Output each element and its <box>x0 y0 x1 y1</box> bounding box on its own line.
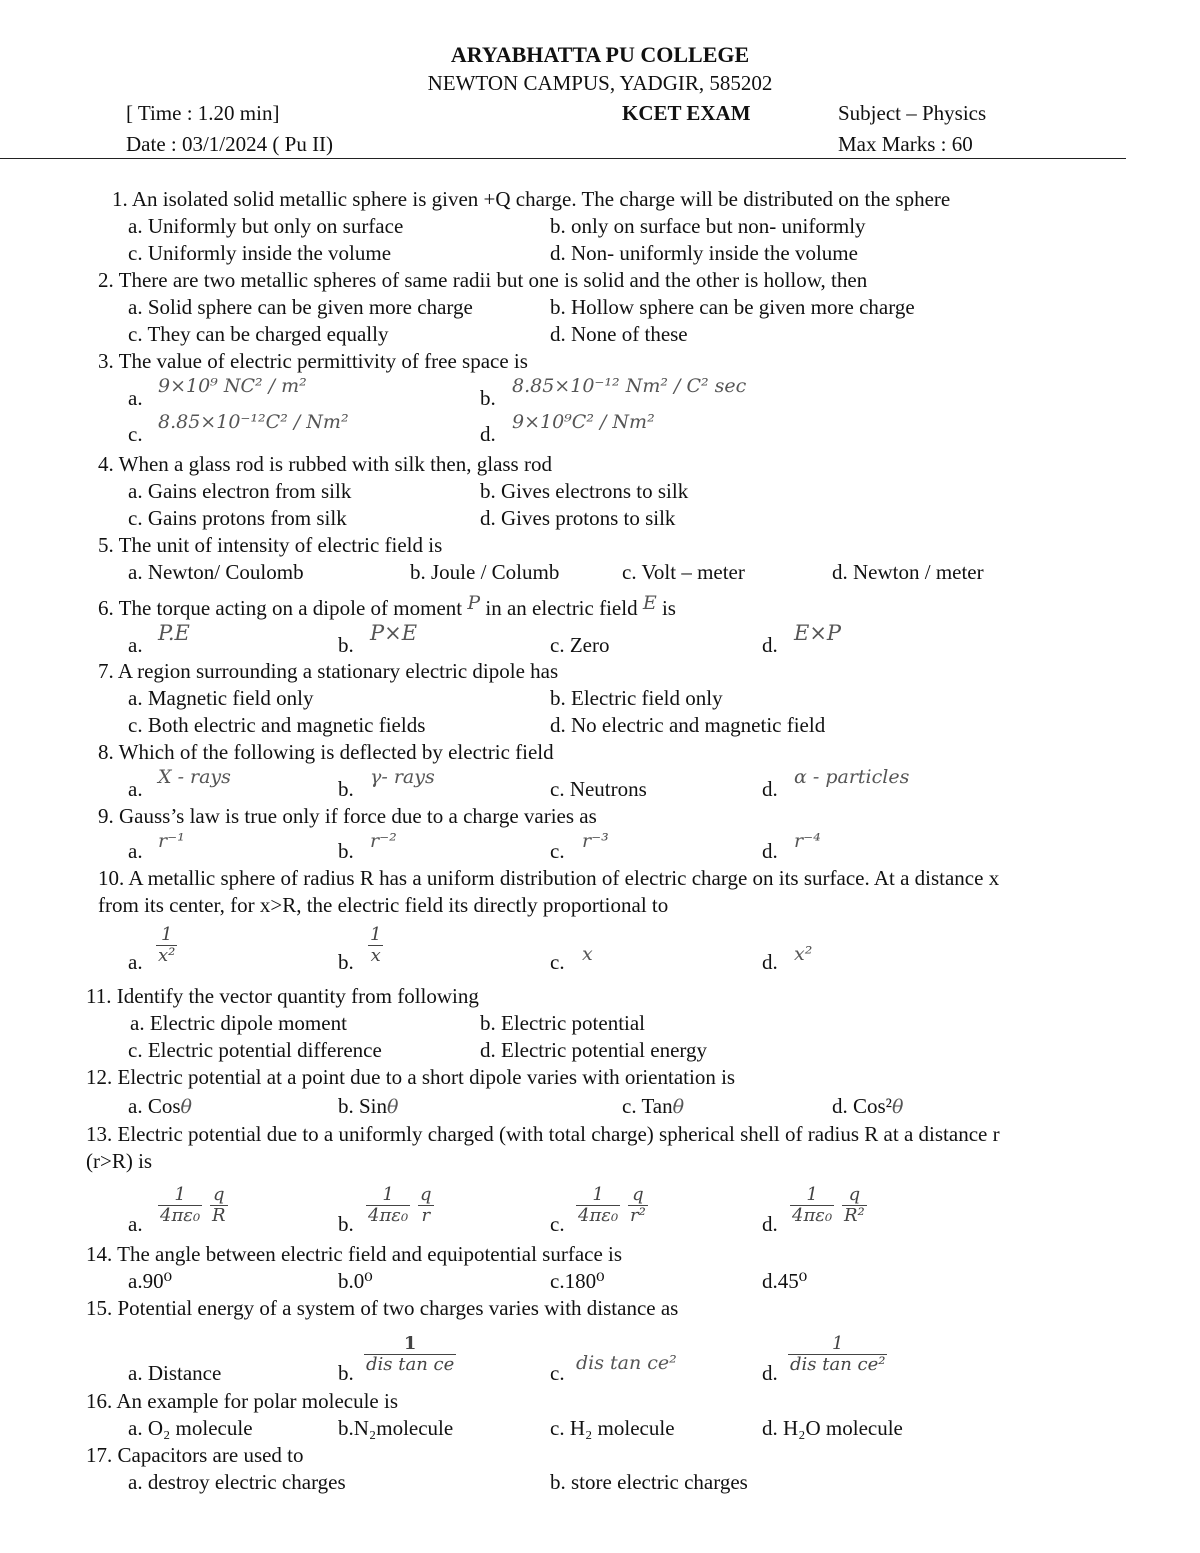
option-a: a. O₂ molecule <box>128 1416 253 1440</box>
question-16 <box>0 1388 1200 1442</box>
option-a-label: a. <box>128 386 143 410</box>
option-d-label: d. <box>762 633 778 657</box>
fraction-numerator: 1 <box>158 1185 202 1206</box>
option-c-label: c. <box>550 950 565 974</box>
question-text: 3. The value of electric permittivity of free space is <box>98 349 528 373</box>
theta-symbol: θ <box>387 1096 399 1118</box>
option-a-formula: r⁻¹ <box>158 830 185 852</box>
option-d-formula: 9×10⁹C² / Nm² <box>512 411 655 433</box>
question-13 <box>0 1121 1200 1241</box>
option-d-label: d. <box>480 422 496 446</box>
exam-date: Date : 03/1/2024 ( Pu II) <box>126 132 334 156</box>
option-a-formula: 9×10⁹ NC² / m² <box>158 375 307 397</box>
option-a: a. Electric dipole moment <box>130 1011 347 1035</box>
question-7 <box>0 658 1200 739</box>
field-symbol: E <box>642 592 657 614</box>
option-c-label: c. <box>550 839 565 863</box>
option-c: c. Zero <box>550 633 610 657</box>
fraction-numerator: 1 <box>788 1334 887 1355</box>
option-d: d. H₂O molecule <box>762 1416 903 1440</box>
college-name: ARYABHATTA PU COLLEGE <box>450 42 750 67</box>
question-text: 4. When a glass rod is rubbed with silk then, glass rod <box>98 452 552 476</box>
question-text-part: in an electric field <box>485 596 638 620</box>
fraction-denominator: R <box>212 1205 226 1226</box>
fraction-numerator: 1 <box>156 925 177 946</box>
option-d-formula: r⁻⁴ <box>794 830 821 852</box>
exam-subject: Subject – Physics <box>838 101 987 125</box>
question-list <box>0 186 1200 1496</box>
question-14 <box>0 1241 1200 1295</box>
option-d-label: d. <box>762 950 778 974</box>
option-b: b. Joule / Columb <box>410 560 560 584</box>
option-b-label: b. <box>480 386 496 410</box>
fraction-numerator: 1 <box>790 1185 834 1206</box>
option-b: b. Hollow sphere can be given more charge <box>550 295 915 319</box>
question-text: 17. Capacitors are used to <box>86 1443 304 1467</box>
fraction-numerator: q <box>628 1185 648 1206</box>
option-c-formula: dis tan ce² <box>576 1352 677 1374</box>
question-6 <box>0 586 1200 658</box>
question-1 <box>0 186 1200 267</box>
option-a-fraction-left <box>158 1185 202 1226</box>
fraction-numerator: q <box>420 1184 432 1205</box>
option-a: a. Newton/ Coulomb <box>128 560 304 584</box>
fraction-denominator: 4πε₀ <box>368 1205 409 1226</box>
question-text: 8. Which of the following is deflected by electric field <box>98 740 554 764</box>
question-10 <box>0 865 1200 983</box>
option-c: c. Electric potential difference <box>128 1038 382 1062</box>
question-2 <box>0 267 1200 348</box>
question-text: 15. Potential energy of a system of two charges varies with distance as <box>86 1296 679 1320</box>
option-c <box>622 1093 684 1121</box>
question-text-continued: from its center, for x>R, the electric field its directly proportional to <box>98 893 669 917</box>
campus-address: NEWTON CAMPUS, YADGIR, 585202 <box>427 71 773 95</box>
option-b-label: b. <box>338 1212 354 1236</box>
option-a: a. Magnetic field only <box>128 686 314 710</box>
option-b-fraction <box>364 1334 456 1375</box>
option-b-label: b. <box>338 633 354 657</box>
option-d: d. None of these <box>550 322 688 346</box>
option-d-fraction-left <box>790 1185 834 1226</box>
option-d: d.45⁰ <box>762 1269 808 1293</box>
option-a-text: a. Cos <box>128 1094 181 1118</box>
option-a-formula: P.E <box>158 621 190 645</box>
fraction-denominator: 4πε₀ <box>578 1205 619 1226</box>
option-c: c. Gains protons from silk <box>128 506 347 530</box>
option-b: b. Electric potential <box>480 1011 646 1035</box>
option-d-label: d. <box>762 1361 778 1385</box>
fraction-denominator: 4πε₀ <box>160 1205 201 1226</box>
question-17 <box>0 1442 1200 1496</box>
theta-symbol: θ <box>180 1096 192 1118</box>
question-text: 5. The unit of intensity of electric field is <box>98 533 443 557</box>
question-text: 13. Electric potential due to a uniformly charged (with total charge) spherical shell of radius R at a distance r <box>86 1122 1000 1146</box>
option-d-fraction-right <box>842 1185 867 1226</box>
max-marks: Max Marks : 60 <box>838 132 973 156</box>
question-text-part: 6. The torque acting on a dipole of moment <box>98 596 463 620</box>
option-b-label: b. <box>338 950 354 974</box>
question-text: 16. An example for polar molecule is <box>86 1389 398 1413</box>
option-a-fraction <box>156 925 177 966</box>
option-c-formula: x <box>582 943 593 965</box>
question-text-part: is <box>661 596 676 620</box>
option-d-label: d. <box>762 777 778 801</box>
option-c-formula: 8.85×10⁻¹²C² / Nm² <box>158 411 349 433</box>
option-c-label: c. <box>128 422 143 446</box>
option-d-label: d. <box>762 839 778 863</box>
question-text: 14. The angle between electric field and equipotential surface is <box>86 1242 623 1266</box>
question-text: 2. There are two metallic spheres of same radii but one is solid and the other is hollow, then <box>98 268 868 292</box>
question-11 <box>0 983 1200 1064</box>
option-b-text: b. Sin <box>338 1094 388 1118</box>
header-divider <box>0 158 1126 159</box>
option-c: c. Neutrons <box>550 777 647 801</box>
option-d-formula: E×P <box>794 621 842 645</box>
option-a-label: a. <box>128 633 143 657</box>
fraction-denominator: dis tan ce² <box>790 1354 886 1375</box>
question-3 <box>0 348 1200 451</box>
option-d-formula: α - particles <box>794 766 910 788</box>
exam-title: KCET EXAM <box>622 101 751 125</box>
option-c-fraction-right <box>628 1185 648 1226</box>
option-b-label: b. <box>338 839 354 863</box>
option-d-text: d. Cos² <box>832 1094 892 1118</box>
option-b-fraction-left <box>366 1185 410 1226</box>
option-a: a. Distance <box>128 1361 222 1385</box>
fraction-denominator: x² <box>158 945 176 966</box>
question-9 <box>0 803 1200 865</box>
question-4 <box>0 451 1200 532</box>
option-a-label: a. <box>128 777 143 801</box>
option-b-fraction <box>368 925 383 966</box>
fraction-numerator: q <box>210 1185 228 1206</box>
option-b-formula: r⁻² <box>370 830 397 852</box>
option-c-label: c. <box>550 1212 565 1236</box>
theta-symbol: θ <box>672 1096 685 1118</box>
fraction-numerator: 1 <box>370 924 382 945</box>
question-text: 7. A region surrounding a stationary electric dipole has <box>98 659 559 683</box>
option-a: a. Gains electron from silk <box>128 479 352 503</box>
option-b: b. only on surface but non- uniformly <box>550 214 866 238</box>
question-8 <box>0 739 1200 803</box>
question-15 <box>0 1295 1200 1388</box>
option-d <box>832 1093 903 1121</box>
fraction-numerator: 1 <box>366 1185 410 1206</box>
option-a: a. Solid sphere can be given more charge <box>128 295 473 319</box>
fraction-denominator: r² <box>630 1205 646 1226</box>
option-b <box>338 1093 398 1121</box>
question-text: 10. A metallic sphere of radius R has a uniform distribution of electric charge on its surface. At a distance x <box>98 866 1000 890</box>
option-c: c. Uniformly inside the volume <box>128 241 392 265</box>
option-b: b.N₂molecule <box>338 1416 454 1440</box>
question-text: 9. Gauss’s law is true only if force due to a charge varies as <box>98 804 597 828</box>
option-c: c. Both electric and magnetic fields <box>128 713 426 737</box>
option-d: d. Non- uniformly inside the volume <box>550 241 858 265</box>
option-d-label: d. <box>762 1212 778 1236</box>
option-b-label: b. <box>338 777 354 801</box>
option-d: d. Newton / meter <box>832 560 984 584</box>
option-a: a. destroy electric charges <box>128 1470 346 1494</box>
option-b: b. Gives electrons to silk <box>480 479 689 503</box>
option-d: d. Electric potential energy <box>480 1038 708 1062</box>
option-d-formula: x² <box>794 943 813 965</box>
option-c: c.180⁰ <box>550 1269 605 1293</box>
question-text: 12. Electric potential at a point due to a short dipole varies with orientation is <box>86 1065 736 1089</box>
exam-header <box>0 40 1200 96</box>
question-text-continued: (r>R) is <box>86 1149 153 1173</box>
option-a: a. Uniformly but only on surface <box>128 214 404 238</box>
option-b-fraction-right <box>418 1185 434 1226</box>
option-c-formula: r⁻³ <box>582 830 609 852</box>
option-b: b. Electric field only <box>550 686 723 710</box>
fraction-numerator: 1 <box>364 1334 456 1355</box>
question-text: 1. An isolated solid metallic sphere is given +Q charge. The charge will be distributed on the sphere <box>112 187 951 211</box>
option-c-fraction-left <box>576 1185 620 1226</box>
fraction-denominator: r <box>421 1205 431 1226</box>
option-d: d. Gives protons to silk <box>480 506 676 530</box>
question-5 <box>0 532 1200 586</box>
option-c-label: c. <box>550 1361 565 1385</box>
option-c: c. Volt – meter <box>622 560 745 584</box>
option-b-formula: γ- rays <box>370 766 435 788</box>
option-c: c. They can be charged equally <box>128 322 389 346</box>
option-a: a.90⁰ <box>128 1269 172 1293</box>
option-a-label: a. <box>128 1212 143 1236</box>
exam-time: [ Time : 1.20 min] <box>126 101 280 125</box>
question-12 <box>0 1064 1200 1121</box>
option-a-label: a. <box>128 839 143 863</box>
option-d-fraction <box>788 1334 887 1375</box>
fraction-denominator: 4πε₀ <box>792 1205 833 1226</box>
fraction-denominator: dis tan ce <box>366 1354 455 1375</box>
option-b: b.0⁰ <box>338 1269 373 1293</box>
theta-symbol: θ <box>891 1096 904 1118</box>
fraction-denominator: R² <box>844 1205 865 1226</box>
fraction-numerator: 1 <box>576 1185 620 1206</box>
dipole-symbol: P <box>467 592 481 614</box>
option-a-fraction-right <box>210 1185 228 1226</box>
option-b-formula: P×E <box>370 621 418 645</box>
fraction-denominator: x <box>370 945 381 966</box>
fraction-numerator: q <box>842 1185 867 1206</box>
question-text: 11. Identify the vector quantity from following <box>86 984 479 1008</box>
option-a-label: a. <box>128 950 143 974</box>
option-a-formula: X - rays <box>158 766 231 788</box>
option-a <box>128 1093 192 1121</box>
option-b-formula: 8.85×10⁻¹² Nm² / C² sec <box>512 375 747 397</box>
option-b-label: b. <box>338 1361 354 1385</box>
option-d: d. No electric and magnetic field <box>550 713 826 737</box>
option-b: b. store electric charges <box>550 1470 748 1494</box>
option-c: c. H₂ molecule <box>550 1416 675 1440</box>
option-c-text: c. Tan <box>622 1094 673 1118</box>
